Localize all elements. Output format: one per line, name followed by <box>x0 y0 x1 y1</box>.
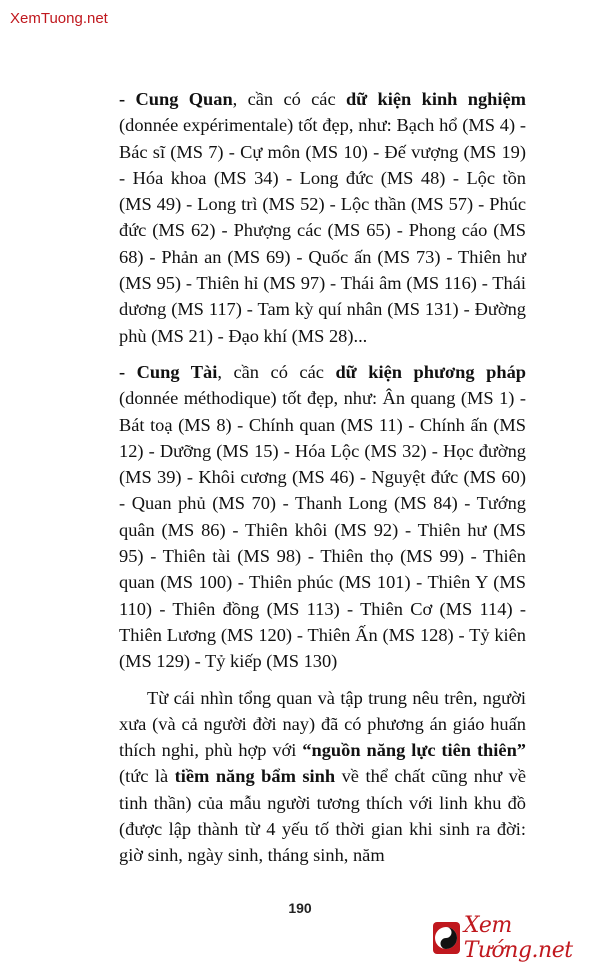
paragraph-cung-tai <box>119 359 526 675</box>
site-logo[interactable]: XemTuong.net <box>10 10 108 27</box>
paragraph-overview <box>119 685 526 869</box>
text-segment: Cung Tài <box>136 361 218 382</box>
text-segment: (tức là <box>119 766 175 787</box>
text-segment: dữ kiện phương pháp <box>335 361 526 382</box>
text-segment: - <box>119 361 137 382</box>
text-segment: về thể chất cũng như về tinh thần) của mẫu người tương thích với linh khu đồ (được lập thành từ 4 yếu tố thời gian khi sinh ra đời: giờ sinh, ngày sinh, tháng sinh, năm <box>119 766 526 866</box>
page-number: 190 <box>288 900 312 916</box>
text-segment: Từ cái nhìn tổng quan và tập trung nêu trên, người xưa (và cả người đời nay) đã có phương án giáo huấn thích nghi, phù hợp với <box>119 687 526 761</box>
text-segment: , cần có các <box>232 89 346 109</box>
text-segment: - <box>119 89 136 109</box>
paragraph-cung-quan <box>119 86 526 349</box>
yin-yang-icon <box>433 922 460 954</box>
text-segment: Cung Quan <box>135 89 233 109</box>
text-segment: tiềm năng bẩm sinh <box>174 766 336 787</box>
text-segment: (donnée méthodique) tốt đẹp, như: Ân quang (MS 1) - Bát toạ (MS 8) - Chính quan (MS 11) - Chính ấn (MS 12) - Dưỡng (MS 15) - Hóa Lộc (MS 32) - Học đường (MS 39) - Khôi cương (MS 46) - Nguyệt đức (MS 60) - Quan phủ (MS 70) - Thanh Long (MS 84) - Tướng quân (MS 86) - Thiên khôi (MS 92) - Thiên hư (MS 95) - Thiên tài (MS 98) - Thiên thọ (MS 99) - Thiên quan (MS 100) - Thiên phúc (MS 101) - Thiên Y (MS 110) - Thiên đồng (MS 113) - Thiên Cơ (MS 114) - Thiên Lương (MS 120) - Thiên Ấn (MS 128) - Tỷ kiên (MS 129) - Tỷ kiếp (MS 130) <box>119 388 526 672</box>
text-segment: “nguồn năng lực tiên thiên” <box>302 740 526 761</box>
footer-brand-logo[interactable] <box>433 913 600 963</box>
text-segment: dữ kiện kinh nghiệm <box>345 89 526 109</box>
brand-text: Xem Tướng.net <box>463 913 573 963</box>
text-segment: , cần có các <box>217 361 336 382</box>
page-body <box>119 86 526 869</box>
text-segment: (donnée expérimentale) tốt đẹp, như: Bạch hổ (MS 4) - Bác sĩ (MS 7) - Cự môn (MS 10) - Đế vượng (MS 19) - Hóa khoa (MS 34) - Long đức (MS 48) - Lộc tồn (MS 49) - Long trì (MS 52) - Lộc thần (MS 57) - Phúc đức (MS 62) - Phượng các (MS 65) - Phong cáo (MS 68) - Phản an (MS 69) - Quốc ấn (MS 73) - Thiên hư (MS 95) - Thiên hỉ (MS 97) - Thái âm (MS 116) - Thái dương (MS 117) - Tam kỳ quí nhân (MS 131) - Đường phù (MS 21) - Đạo khí (MS 28)... <box>119 115 526 346</box>
